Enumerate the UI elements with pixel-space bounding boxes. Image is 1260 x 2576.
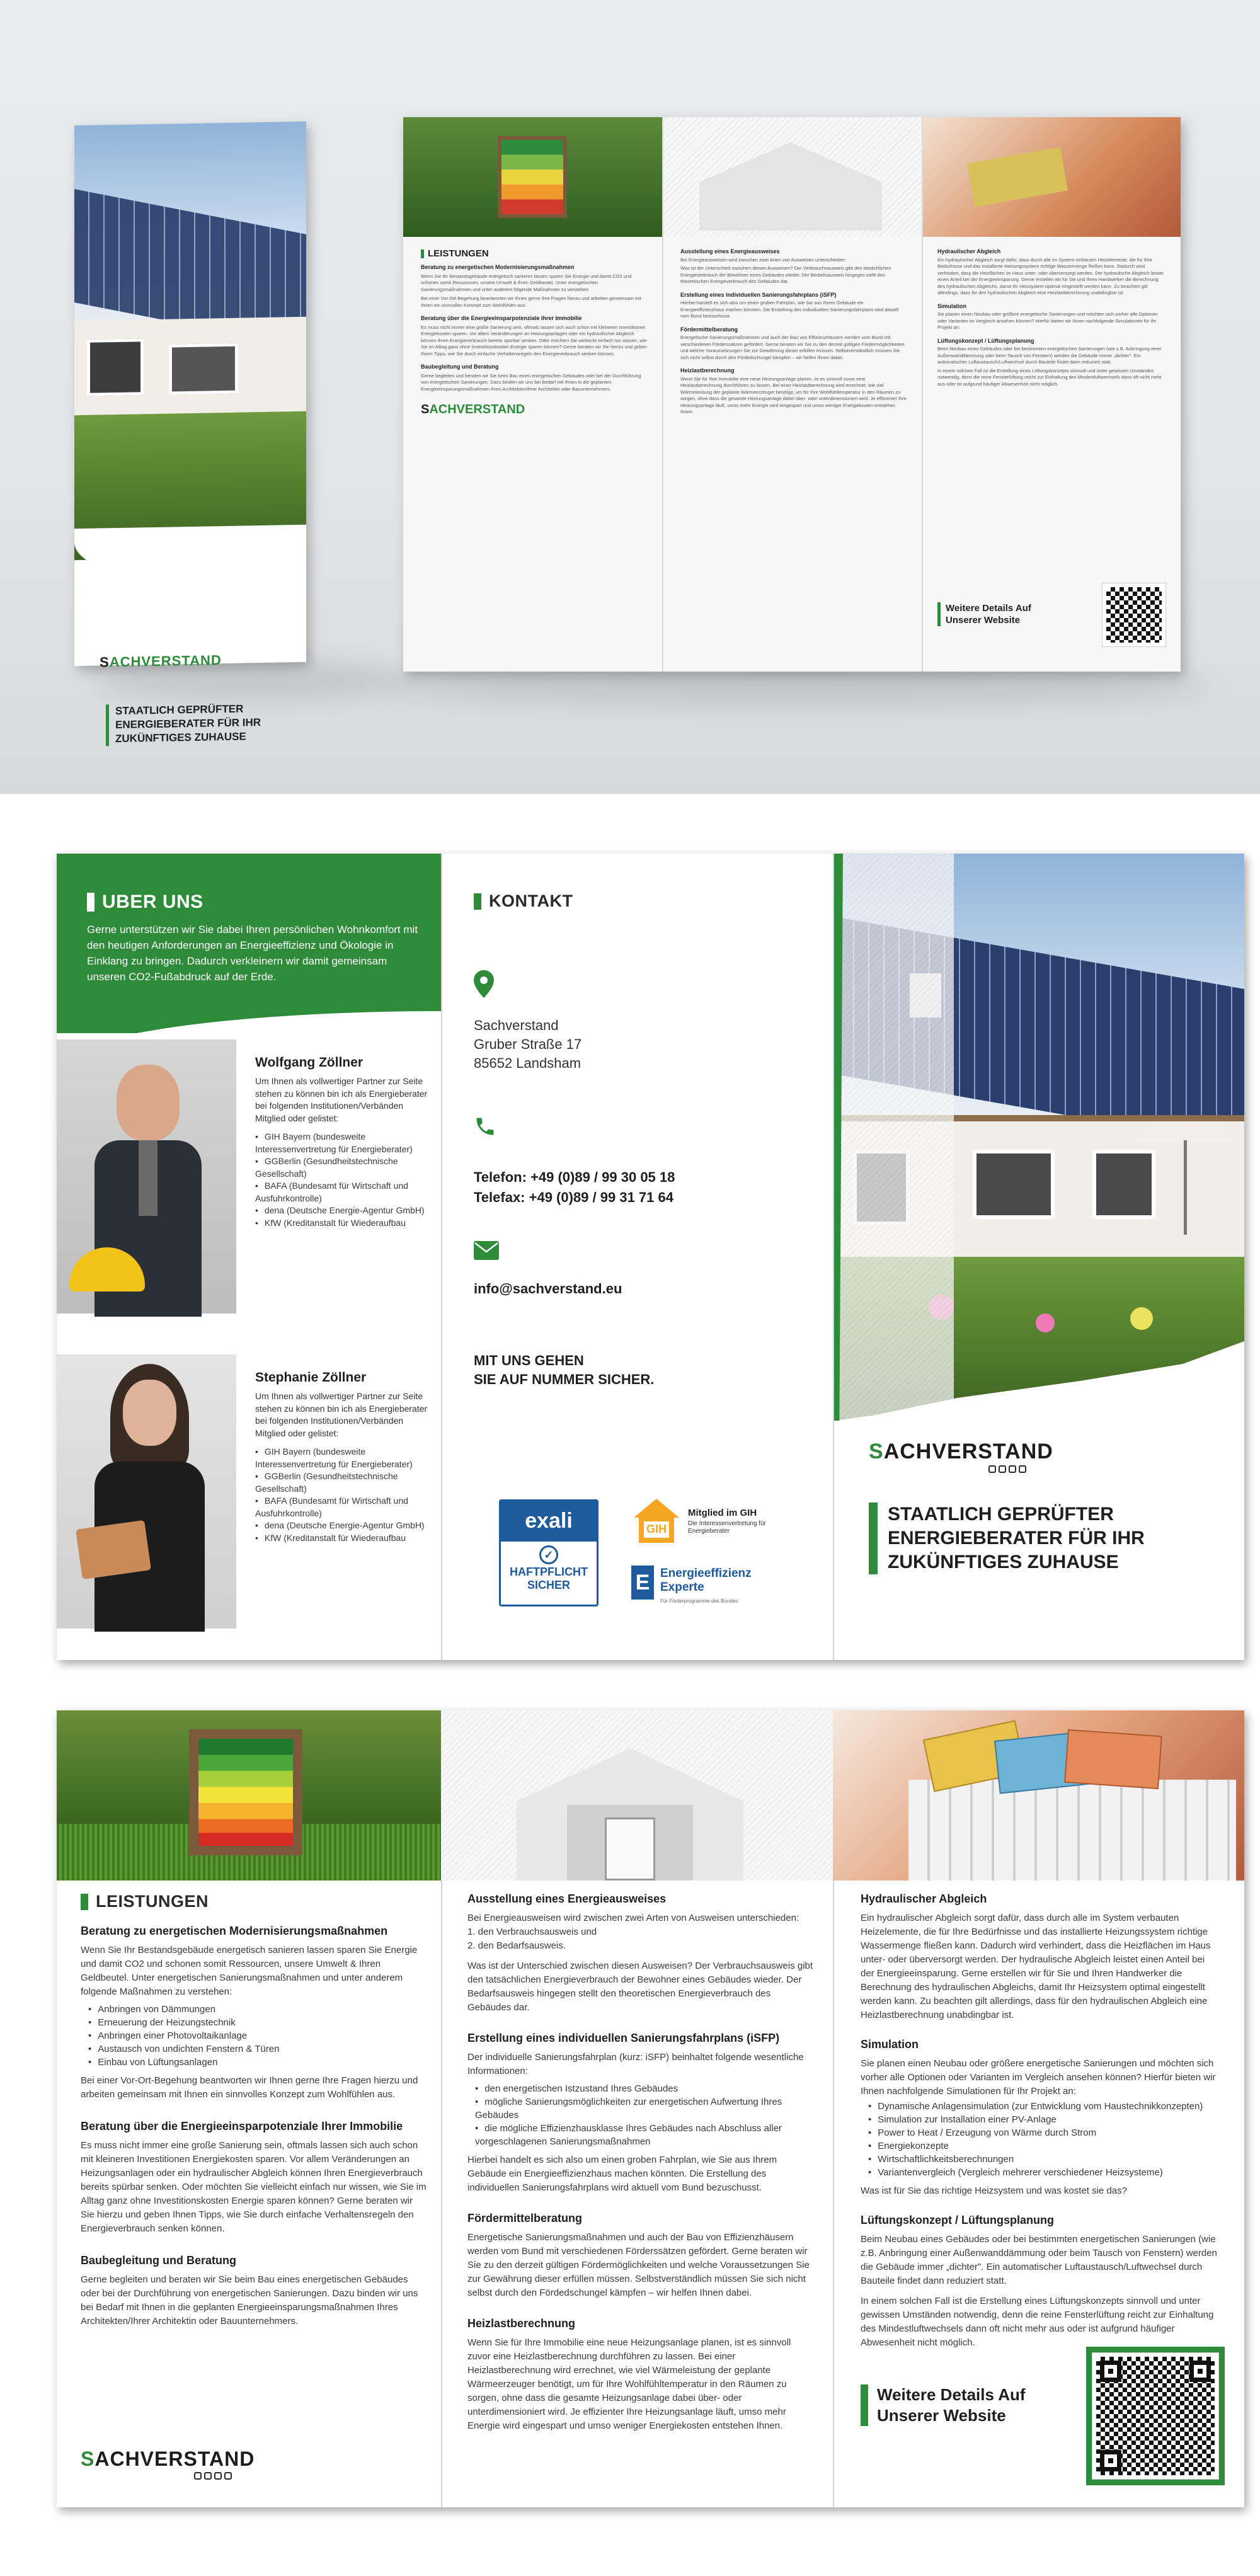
mid-c-text: Energetische Sanierungsmaßnahmen und auch der Bau von Effizienzhäusern werden vom Bund mit verschiedenen Förderssätzen gefördert. Gerne beraten wir Sie zu den derzeit gültigen Fördermöglichkeiten und welche Voraussetzungen Sie zur Gewährung dieser erfüllen müssen. Selbstverständlich müssen Sie sich nicht selbst durch den Fördedschungel kämpfen – wir helfen Ihnen dabei. <box>467 2232 810 2298</box>
mockup-cta-2: Unserer Website <box>946 615 1021 626</box>
mid-c-title: Fördermittelberatung <box>467 2212 583 2224</box>
measure-item: • Anbringen einer Photovoltaikanlage <box>88 2029 427 2042</box>
mail-icon <box>474 1241 499 1260</box>
gih-member-text: Mitglied im GIH <box>688 1508 757 1518</box>
s3-title: Baubegleitung und Beratung <box>81 2254 236 2267</box>
isfp-item: • die mögliche Effizienzhausklasse Ihres Gebäudes nach Abschluss aller vorgeschlagenen Sanierungsmaßnahmen <box>475 2122 814 2148</box>
membership-item: • GGBerlin (Gesundheitstechnische Gesellschaft) <box>255 1470 432 1495</box>
location-pin-icon <box>474 970 494 998</box>
social-icons <box>988 1465 1053 1473</box>
person-name: Stephanie Zöllner <box>255 1370 367 1385</box>
mockup-right-b-text: Sie planen einen Neubau oder größere energetische Sanierungen und möchten sich vorher alle Optionen oder Varianten im Vergleich ansehen können? Hierfür bieten wir Ihnen nachfolgende Simulationen für Ihr Projekt an: <box>937 311 1158 330</box>
contact-city: 85652 Landsham <box>474 1055 581 1071</box>
phone-icon <box>474 1115 496 1138</box>
simulation-item: • Wirtschaftlichkeitsberechnungen <box>868 2153 1220 2166</box>
mockup-cover-tagline-1: STAATLICH GEPRÜFTER <box>115 702 244 718</box>
simulation-item: • Power to Heat / Erzeugung von Wärme durch Strom <box>868 2126 1220 2139</box>
right-c-text2: In einem solchen Fall ist die Erstellung eines Lüftungskonzepts sinnvoll und unter gewissen Umständen notwendig, denn die reine Fensterlüftung reicht zur Einhaltung des Mindestluftwechsels dann oft nicht mehr aus oder ist aufgrund häufiger Abwesenheit nicht möglich. <box>861 2296 1214 2348</box>
mockup-cover-tagline-3: ZUKÜNFTIGES ZUHAUSE <box>115 730 246 745</box>
exali-logo-text: exali <box>501 1501 597 1542</box>
contact-email[interactable]: info@sachverstand.eu <box>474 1281 622 1297</box>
mockup-right-a-text: Ein hydraulischer Abgleich sorgt dafür, dass durch alle im System verbauten Heizelemente, die für Ihre Bedürfnisse und das installierte Heizungssystem richtige Wassermenge fließen kann. Dadurch wird verhindert, dass die Heizflächen im Haus unter- oder überversorgt werden. Der hydraulische Abgleich leistet einen Anteil bei der Energieeinsparung. Gerne erstellen wir für Sie und Ihren Handwerker die Berechnung des hydraulischen Abgleichs, damit Ihr Heizsystem optimal eingestellt werden kann. Zu beachten gilt allerdings, dass für den hydraulischen Abgleich eine Heizlastberechnung unabdingbar ist. <box>937 256 1164 295</box>
mockup-right-a-title: Hydraulischer Abgleich <box>937 248 1001 255</box>
panel-middle <box>442 1880 833 2507</box>
mockup-right-c-title: Lüftungskonzept / Lüftungsplanung <box>937 337 1034 344</box>
panel-kontakt <box>442 854 833 1660</box>
xing-icon[interactable] <box>214 2472 222 2480</box>
simulation-item: • Energiekonzepte <box>868 2139 1220 2153</box>
ee-sub: Für Förderprogramme des Bundes <box>660 1598 738 1604</box>
right-b-text: Sie planen einen Neubau oder größere energetische Sanierungen und möchten sich vorher alle Optionen oder Varianten im Vergleich ansehen können? Hierfür bieten wir Ihnen nachfolgende Simulationen für Ihr Projekt an: <box>861 2058 1216 2097</box>
linkedin-icon[interactable] <box>224 2472 232 2480</box>
mid-a-text: Bei Energieausweisen wird zwischen zwei Arten von Ausweisen unterschieden: <box>467 1913 799 1923</box>
mockup-open-spread: LEISTUNGEN Beratung zu energetischen Modernisierungsmaßnahmen Wenn Sie Ihr Bestandsgebäude energetisch sanieren lassen sparen Sie Energie und damit CO2 und schonen somit Ressourcen, unsere Umwelt & Ihren Geldbeutel. Unter energetischen Sanierungsmaßnahmen und unter anderem folgende Maßnahmen zu verstehen: Bei einer Vor-Ort-Begehung beantworten wir Ihnen gerne Ihre Fragen hierzu und arbeiten gemeinsam mit Ihnen ein sinnvolles Konzept zum Wohlfühlen aus. Beratung über die Energieeinsparpotenziale Ihrer Immobilie Es muss nicht immer eine große Sanierung sein, oftmals lassen sich auch schon mit kleineren Investitionen Energiekosten sparen. Vor allem Veränderungen an Heizungsanlagen oder ein hydraulischer Abgleich können Ihren Energieverbrauch bereits spürbar senken. Oder möchten Sie vielleicht einfach nur wissen, wie Sie im Alltag ganz ohne Investitionskosten Energie sparen können? Gerne beraten wir Sie hierzu und geben Ihnen Tipps, wie Sie durch einfache Verhaltensregeln den Energieverbrauch senken können. Baubegleitung und Beratung Gerne begleiten und beraten wir Sie beim Bau eines energetischen Gebäudes oder bei der Durchführung von energetischen Sanierungen. Dazu binden wir uns bei Bedarf mit Ihnen in die geplanten Energieeinsparungsmaßnahmen Ihres Architekten/Ihrer Architektin oder Bauunternehmers. SACHVERSTAND Ausstellung eines Energieausweises Bei Energieausweisen wird zwischen zwei Arten von Ausweisen unterschieden: Was ist der Unterschied zwischen diesen Ausweisen? Der Verbrauchsausweis gibt den tatsächlichen Energieverbrauch der Bewohner eines Gebäudes wieder. Der Bedarfsausweis hingegen stellt den theoretischen Energieverbrauch des Gebäudes dar. Erstellung eines individuellen Sanierungsfahrplans (iSFP) Hierbei handelt es sich also um einen groben Fahrplan, wie Sie aus Ihrem Gebäude ein Energieeffizienzhaus machen könnten. Die Erstellung des individuellen Sanierungsfahrplans wird aktuell vom Bund bezuschusst. Fördermittelberatung Energetische Sanierungsmaßnahmen und auch der Bau von Effizienzhäusern werden vom Bund mit verschiedenen Förderssätzen gefördert. Gerne beraten wir Sie zu den derzeit gültigen Fördermöglichkeiten und welche Voraussetzungen Sie zur Gewährung dieser erfüllen müssen. Selbstverständlich müssen Sie sich nicht selbst durch den Fördedschungel kämpfen – wir helfen Ihnen dabei. Heizlastberechnung Wenn Sie für Ihre Immobilie eine neue Heizungsanlage planen, ist es sinnvoll zuvor eine Heizlastberechnung durchführen zu lassen. Bei einer Heizlastberechnung wird errechnet, wie viel Wärmeleistung der geplante Wärmeerzeuger benötigt, um für Ihre Wohlfühltemperatur in den Räumen zu sorgen, ohne dass die gesamte Heizungsanlage dabei über- oder unterdimensioniert wird. Je effizienter Ihre Heizungsanlage läuft, umso mehr Energie wird eingespart und umso weniger Energiekosten entstehen Ihnen. Hydraulischer Abgleich Ein hydraulischer Abgleich sorgt dafür, dass durch alle im System verbauten Heizelemente, die für Ihre Bedürfnisse und das installierte Heizungssystem richtige Wassermenge fließen kann. Dadurch wird verhindert, dass die Heizflächen im Haus unter- oder überversorgt werden. Der hydraulische Abgleich leistet einen Anteil bei der Energieeinsparung. Gerne erstellen wir für Sie und Ihren Handwerker die Berechnung des hydraulischen Abgleichs, damit Ihr Heizsystem optimal eingestellt werden kann. Zu beachten gilt allerdings, dass für den hydraulischen Abgleich eine Heizlastberechnung unabdingbar ist. Simulation Sie planen einen Neubau oder größere energetische Sanierungen und möchten sich vorher alle Optionen oder Varianten im Vergleich ansehen können? Hierfür bieten wir Ihnen nachfolgende Simulationen für Ihr Projekt an: Lüftungskonzept / Lüftungsplanung Beim Neubau eines Gebäudes oder bei bestimmten energetischen Sanierungen (wie z.B. Anbringung einer Außenwanddämmung oder beim Tausch von Fenstern) werden die Gebäude immer „dichter". Ein automatischer Luftaustausch/Luftwechsel durch Bauteile findet dann reduziert statt. In einem solchen Fall ist die Erstellung eines Lüftungskonzepts sinnvoll und unter gewissen Umständen notwendig, denn die reine Fensterlüftung reicht zur Einhaltung des Mindestluftwechsels dann oft nicht mehr aus oder ist aufgrund häufiger Abwesenheit nicht möglich. Weitere Details Auf Unserer Website <box>403 117 1181 672</box>
photo-stephanie <box>57 1354 236 1629</box>
facebook-icon[interactable] <box>194 2472 202 2480</box>
membership-item: • BAFA (Bundesamt für Wirtschaft und Ausfuhrkontrolle) <box>255 1180 432 1205</box>
membership-item: • KfW (Kreditanstalt für Wiederaufbau <box>255 1217 432 1230</box>
mockup-mid-d-title: Heizlastberechnung <box>680 367 735 374</box>
mid-d-title: Heizlastberechnung <box>467 2317 576 2330</box>
instagram-icon[interactable] <box>204 2472 212 2480</box>
right-a-text: Ein hydraulischer Abgleich sorgt dafür, dass durch alle im System verbauten Heizelemente, die für Ihre Bedürfnisse und das installierte Heizungssystem richtige Wassermenge fließen kann. Dadurch wird verhindert, dass die Heizflächen im Haus unter- oder überversorgt werden. Der hydraulische Abgleich leistet einen Anteil bei der Energieeinsparung. Gerne erstellen wir für Sie und Ihren Handwerker die Berechnung des hydraulischen Abgleichs, damit Ihr Heizsystem optimal eingestellt werden kann. Zu beachten gilt allerdings, dass für den hydraulischen Abgleich eine Heizlastberechnung unabdingbar ist. <box>861 1913 1211 2020</box>
gih-badge <box>631 1496 782 1547</box>
mockup-mid-a-text: Bei Energieausweisen wird zwischen zwei Arten von Ausweisen unterschieden: <box>680 256 847 263</box>
cover-house-photo <box>834 854 1244 1421</box>
simulation-item: • Dynamische Anlagensimulation (zur Entwicklung vom Haustechnikkonzepten) <box>868 2100 1220 2113</box>
mockup-cta-1: Weitere Details Auf <box>946 603 1031 614</box>
mockup-s1-title: Beratung zu energetischen Modernisierungsmaßnahmen <box>421 264 575 270</box>
slogan-line-1: MIT UNS GEHEN <box>474 1353 584 1368</box>
social-icons <box>194 2472 255 2480</box>
membership-item: • GIH Bayern (bundesweite Interessenvertretung für Energieberater) <box>255 1446 432 1470</box>
exali-line-1: HAFTPFLICHT <box>510 1566 588 1578</box>
mockup-mid-c-text: Energetische Sanierungsmaßnahmen und auch der Bau von Effizienzhäusern werden vom Bund mit verschiedenen Förderssätzen gefördert. Gerne beraten wir Sie zu den derzeit gültigen Fördermöglichkeiten und welche Voraussetzungen Sie zur Gewährung dieser erfüllen müssen. Selbstverständlich müssen Sie sich nicht selbst durch den Fördedschungel kämpfen – wir helfen Ihnen dabei. <box>680 335 905 360</box>
ueber-uns-title: UBER UNS <box>102 891 203 912</box>
ee-line-2: Experte <box>660 1581 704 1594</box>
instagram-icon[interactable] <box>999 1465 1006 1473</box>
membership-item: • dena (Deutsche Energie-Agentur GmbH) <box>255 1520 432 1532</box>
gih-logo-text: GIH <box>646 1523 667 1535</box>
house-sketch-image <box>441 1710 833 1880</box>
mockup-qr-code <box>1102 583 1166 646</box>
panel-right <box>834 1880 1244 2507</box>
sachverstand-logo <box>81 2447 255 2480</box>
person-name: Wolfgang Zöllner <box>255 1055 364 1070</box>
contact-company: Sachverstand <box>474 1017 559 1033</box>
mockup-mid-d-text: Wenn Sie für Ihre Immobilie eine neue Heizungsanlage planen, ist es sinnvoll zuvor eine Heizlastberechnung durchführen zu lassen. Bei einer Heizlastberechnung wird errechnet, wie viel Wärmeleistung der geplante Wärmeerzeuger benötigt, um für Ihre Wohlfühltemperatur in den Räumen zu sorgen, ohne dass die gesamte Heizungsanlage dabei über- oder unterdimensioniert wird. Je effizienter Ihre Heizungsanlage läuft, umso mehr Energie wird eingespart und umso weniger Energiekosten entstehen Ihnen. <box>680 375 907 415</box>
contact-fax: Telefax: +49 (0)89 / 99 31 71 64 <box>474 1189 673 1205</box>
mockup-cover-tagline-2: ENERGIEBERATER FÜR IHR <box>115 716 261 731</box>
mid-b-title: Erstellung eines individuellen Sanierungsfahrplans (iSFP) <box>467 2032 780 2044</box>
mid-b-text2: Hierbei handelt es sich also um einen groben Fahrplan, wie Sie aus Ihrem Gebäude ein Energieeffizienzhaus machen könnten. Die Erstellung des individuellen Sanierungsfahrplans wird aktuell vom Bund bezuschusst. <box>467 2155 777 2193</box>
cover-tagline-2: ENERGIEBERATER FÜR IHR <box>888 1528 1145 1548</box>
logo-letter-s: S <box>81 2447 95 2470</box>
person-text: Um Ihnen als vollwertiger Partner zur Seite stehen zu können bin ich als Energieberater bei folgenden Institutionen/Verbänden Mitglied oder gelistet: <box>255 1391 428 1438</box>
measure-item: • Austausch von undichten Fenstern & Türen <box>88 2042 427 2056</box>
mockup-s2-title: Beratung über die Energieeinsparpotenziale Ihrer Immobilie <box>421 315 582 321</box>
exali-badge <box>499 1499 598 1606</box>
s2-title: Beratung über die Energieeinsparpotenziale Ihrer Immobilie <box>81 2120 403 2132</box>
sheet-inside <box>57 1710 1244 2507</box>
sachverstand-logo <box>869 1440 1053 1473</box>
gih-sub-text: Die Interessenvertretung für Energieberater <box>688 1520 766 1535</box>
mockup-s1-after: Bei einer Vor-Ort-Begehung beantworten wir Ihnen gerne Ihre Fragen hierzu und arbeiten gemeinsam mit Ihnen ein sinnvolles Konzept zum Wohlfühlen aus. <box>421 295 641 308</box>
right-b-title: Simulation <box>861 2038 919 2051</box>
mockup-mid-b-text2: Hierbei handelt es sich also um einen groben Fahrplan, wie Sie aus Ihrem Gebäude ein Energieeffizienzhaus machen könnten. Die Erstellung des individuellen Sanierungsfahrplans wird aktuell vom Bund bezuschusst. <box>680 300 898 319</box>
membership-item: • dena (Deutsche Energie-Agentur GmbH) <box>255 1205 432 1217</box>
measure-item: • Anbringen von Dämmungen <box>88 2003 427 2016</box>
ee-letter: E <box>631 1566 654 1600</box>
linkedin-icon[interactable] <box>1019 1465 1026 1473</box>
ueber-uns-intro: Gerne unterstützen wir Sie dabei Ihren persönlichen Wohnkomfort mit den heutigen Anforderungen an Energieeffizienz und Ökologie in Einklang zu bringen. Dadurch verkleinern wir damit gemeinsam unseren CO2-Fußabdruck auf der Erde. <box>87 924 418 983</box>
mockup-folded-cover: SACHVERSTAND STAATLICH GEPRÜFTER ENERGIEBERATER FÜR IHR ZUKÜNFTIGES ZUHAUSE <box>74 122 306 666</box>
simulation-item: • Variantenvergleich (Vergleich mehrerer verschiedener Heizsysteme) <box>868 2166 1220 2179</box>
xing-icon[interactable] <box>1009 1465 1016 1473</box>
cta-line-2[interactable]: Unserer Website <box>877 2406 1006 2425</box>
facebook-icon[interactable] <box>988 1465 996 1473</box>
mockup-mid-a-text2: Was ist der Unterschied zwischen diesen Ausweisen? Der Verbrauchsausweis gibt den tatsächlichen Energieverbrauch der Bewohner eines Gebäudes wieder. Der Bedarfsausweis hingegen stellt den theoretischen Energieverbrauch des Gebäudes dar. <box>680 265 891 284</box>
right-c-title: Lüftungskonzept / Lüftungsplanung <box>861 2214 1054 2226</box>
energy-label-image <box>57 1710 441 1880</box>
mid-a-title: Ausstellung eines Energieausweises <box>467 1892 667 1905</box>
membership-item: • GIH Bayern (bundesweite Interessenvertretung für Energieberater) <box>255 1131 432 1155</box>
right-c-text: Beim Neubau eines Gebäudes oder bei bestimmten energetischen Sanierungen (wie z.B. Anbringung einer Außenwanddämmung oder beim Tausch von Fenstern) werden die Gebäude immer „dichter". Ein automatischer Luftaustausch/Luftwechsel durch Bauteile findet dann reduziert statt. <box>861 2234 1217 2286</box>
logo-rest: ACHVERSTAND <box>94 2447 255 2470</box>
panel-ueber-uns <box>57 854 441 1660</box>
mockup-mid-b-title: Erstellung eines individuellen Sanierungsfahrplans (iSFP) <box>680 291 837 298</box>
contact-phone[interactable]: Telefon: +49 (0)89 / 99 30 05 18 <box>474 1169 675 1185</box>
website-qr-code[interactable] <box>1092 2353 1218 2479</box>
membership-item: • BAFA (Bundesamt für Wirtschaft und Ausfuhrkontrolle) <box>255 1495 432 1520</box>
isfp-item: • mögliche Sanierungsmöglichkeiten zur energetischen Aufwertung Ihres Gebäudes <box>475 2095 814 2122</box>
gih-house-icon <box>631 1496 682 1547</box>
mid-a-text2: Was ist der Unterschied zwischen diesen Ausweisen? Der Verbrauchsausweis gibt den tatsächlichen Energieverbrauch der Bewohner eines Gebäudes wieder. Der Bedarfsausweis hingegen stellt den theoretischen Energieverbrauch des Gebäudes dar. <box>467 1961 813 2013</box>
membership-item: • GGBerlin (Gesundheitstechnische Gesellschaft) <box>255 1155 432 1180</box>
mid-a-item: 1. den Verbrauchsausweis und <box>467 1926 597 1937</box>
mockup-s3-text: Gerne begleiten und beraten wir Sie beim Bau eines energetischen Gebäudes oder bei der Durchführung von energetischen Sanierungen. Dazu binden wir uns bei Bedarf mit Ihnen in die geplanten Energieeinsparungsmaßnahmen Ihres Architekten/Ihrer Architektin oder Bauunternehmers. <box>421 372 641 392</box>
money-radiator-image <box>833 1710 1244 1880</box>
slogan-line-2: SIE AUF NUMMER SICHER. <box>474 1371 655 1387</box>
right-a-title: Hydraulischer Abgleich <box>861 1892 987 1905</box>
isfp-item: • den energetischen Istzustand Ihres Gebäudes <box>475 2082 814 2095</box>
exali-line-2: SICHER <box>527 1579 570 1591</box>
mid-a-item: 2. den Bedarfsausweis. <box>467 1940 566 1951</box>
right-b-after: Was ist für Sie das richtige Heizsystem und was kostet sie das? <box>861 2185 1127 2196</box>
mid-b-text: Der individuelle Sanierungsfahrplan (kurz: iSFP) beinhaltet folgende wesentliche Informationen: <box>467 2052 804 2076</box>
panel-leistungen <box>57 1880 441 2507</box>
s1-title: Beratung zu energetischen Modernisierungsmaßnahmen <box>81 1925 388 1937</box>
measure-item: • Einbau von Lüftungsanlagen <box>88 2056 427 2069</box>
mockup-s1-text: Wenn Sie Ihr Bestandsgebäude energetisch sanieren lassen sparen Sie Energie und damit CO2 und schonen somit Ressourcen, unsere Umwelt & Ihren Geldbeutel. Unter energetischen Sanierungsmaßnahmen und unter anderem folgende Maßnahmen zu verstehen: <box>421 273 632 292</box>
mockup-leistungen-title: LEISTUNGEN <box>428 248 489 259</box>
mockup-right-c-text2: In einem solchen Fall ist die Erstellung eines Lüftungskonzepts sinnvoll und unter gewissen Umständen notwendig, denn die reine Fensterlüftung reicht zur Einhaltung des Mindestluftwechsels dann oft nicht mehr aus oder ist aufgrund häufiger Abwesenheit nicht möglich. <box>937 367 1162 387</box>
mockup-s3-title: Baubegleitung und Beratung <box>421 364 499 370</box>
measure-item: • Erneuerung der Heizungstechnik <box>88 2016 427 2029</box>
cta-line-1[interactable]: Weitere Details Auf <box>877 2385 1026 2404</box>
mid-d-text: Wenn Sie für Ihre Immobilie eine neue Heizungsanlage planen, ist es sinnvoll zuvor eine Heizlastberechnung durchführen zu lassen. Bei einer Heizlastberechnung wird errechnet, wie viel Wärmeleistung der geplante Wärmeerzeuger benötigt, um für Ihre Wohlfühltemperatur in den Räumen zu sorgen, ohne dass die gesamte Heizungsanlage dabei über- oder unterdimensioniert wird. Je effizienter Ihre Heizungsanlage läuft, umso mehr Energie wird eingespart und umso weniger Energiekosten entstehen Ihnen. <box>467 2337 791 2431</box>
logo-rest: ACHVERSTAND <box>883 1440 1053 1463</box>
logo-letter-s: S <box>869 1440 884 1463</box>
mockup-right-c-text: Beim Neubau eines Gebäudes oder bei bestimmten energetischen Sanierungen (wie z.B. Anbringung einer Außenwanddämmung oder beim Tausch von Fenstern) werden die Gebäude immer „dichter". Ein automatischer Luftaustausch/Luftwechsel durch Bauteile findet dann reduziert statt. <box>937 346 1162 365</box>
cover-tagline-1: STAATLICH GEPRÜFTER <box>888 1504 1114 1525</box>
mockup-s2-text: Es muss nicht immer eine große Sanierung sein, oftmals lassen sich auch schon mit kleineren Investitionen Energiekosten sparen. Vor allem Veränderungen an Heizungsanlagen oder ein hydraulischer Abgleich können Ihren Energieverbrauch bereits spürbar senken. Oder möchten Sie vielleicht einfach nur wissen, wie Sie im Alltag ganz ohne Investitionskosten Energie sparen können? Gerne beraten wir Sie hierzu und geben Ihnen Tipps, wie Sie durch einfache Verhaltensregeln den Energieverbrauch senken können. <box>421 324 647 357</box>
contact-street: Gruber Straße 17 <box>474 1036 582 1052</box>
s1-after: Bei einer Vor-Ort-Begehung beantworten wir Ihnen gerne Ihre Fragen hierzu und arbeiten gemeinsam mit Ihnen ein sinnvolles Konzept zum Wohlfühlen aus. <box>81 2075 418 2100</box>
mockup-mid-a-title: Ausstellung eines Energieausweises <box>680 248 780 255</box>
energieeffizienz-badge <box>631 1566 795 1610</box>
check-shield-icon: ✓ <box>539 1545 558 1564</box>
membership-item: • KfW (Kreditanstalt für Wiederaufbau <box>255 1532 432 1545</box>
photo-wolfgang <box>57 1039 236 1314</box>
person-text: Um Ihnen als vollwertiger Partner zur Seite stehen zu können bin ich als Energieberater bei folgenden Institutionen/Verbänden Mitglied oder gelistet: <box>255 1076 428 1123</box>
cover-tagline-3: ZUKÜNFTIGES ZUHAUSE <box>888 1552 1119 1572</box>
simulation-item: • Simulation zur Installation einer PV-Anlage <box>868 2113 1220 2126</box>
leistungen-title: LEISTUNGEN <box>96 1892 209 1911</box>
panel-cover <box>834 854 1244 1660</box>
sheet-outside <box>57 854 1244 1660</box>
s1-text: Wenn Sie Ihr Bestandsgebäude energetisch sanieren lassen sparen Sie Energie und damit CO2 und schonen somit Ressourcen, unsere Umwelt & Ihren Geldbeutel. Unter energetischen Sanierungsmaßnahmen und unter anderem folgende Maßnahmen zu verstehen: <box>81 1945 418 1997</box>
mockup-mid-c-title: Fördermittelberatung <box>680 326 738 333</box>
kontakt-title: KONTAKT <box>489 891 573 910</box>
s3-text: Gerne begleiten und beraten wir Sie beim Bau eines energetischen Gebäudes oder bei der Durchführung von energetischen Sanierungen. Dazu binden wir uns bei Bedarf mit Ihnen in die geplanten Energieeinsparungsmaßnahmen Ihres Architekten/Ihrer Architektin oder Bauunternehmers. <box>81 2274 418 2327</box>
mockup-right-b-title: Simulation <box>937 302 967 309</box>
brochure-mockup-scene <box>0 0 1260 794</box>
s2-text: Es muss nicht immer eine große Sanierung sein, oftmals lassen sich auch schon mit kleineren Investitionen Energiekosten sparen. Vor allem Veränderungen an Heizungsanlagen oder ein hydraulischer Abgleich können Ihren Energieverbrauch bereits spürbar senken. Oder möchten Sie vielleicht einfach nur wissen, wie Sie im Alltag ganz ohne Investitionskosten Energie sparen können? Gerne beraten wir Sie hierzu und geben Ihnen Tipps, wie Sie durch einfache Verhaltensregeln den Energieverbrauch senken können. <box>81 2140 427 2234</box>
ee-line-1: Energieeffizienz <box>660 1567 752 1580</box>
